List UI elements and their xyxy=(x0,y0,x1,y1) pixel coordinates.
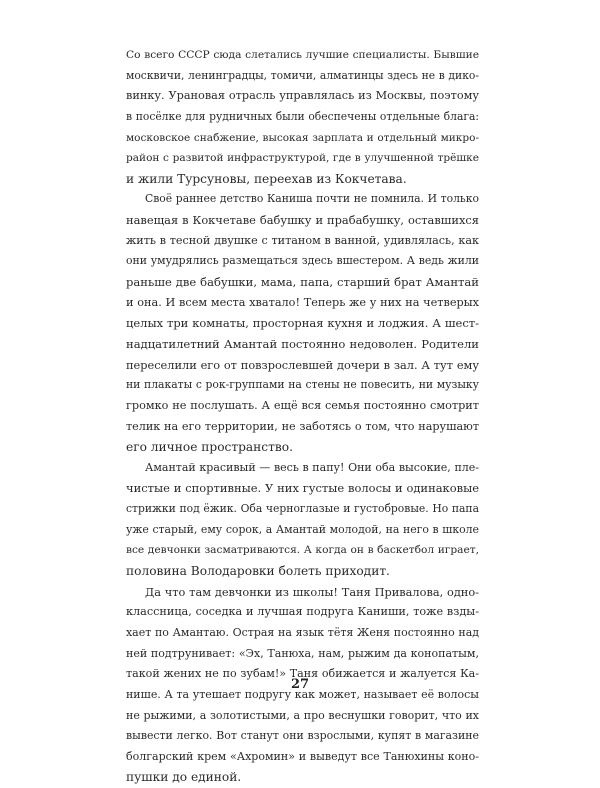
text-line: раньше две бабушки, мама, папа, старший брат Амантай xyxy=(126,275,479,290)
text-line: его личное пространство. xyxy=(126,440,293,455)
text-line: такой жених не по зубам!» Таня обижается и жалуется Ка- xyxy=(126,667,479,681)
text-line: винку. Урановая отрасль управлялась из Москвы, поэтому xyxy=(126,89,479,103)
text-line: классница, соседка и лучшая подруга Каниши, тоже взды- xyxy=(126,605,479,619)
text-line: громко не послушать. А ещё вся семья постоянно смотрит xyxy=(126,398,479,412)
text-line: Своё раннее детство Каниша почти не помнила. И только xyxy=(145,192,479,206)
text-line: Да что там девчонки из школы! Таня Привалова, одно- xyxy=(145,584,479,599)
text-line: москвичи, ленинградцы, томичи, алматинцы здесь не в дико- xyxy=(126,68,479,82)
text-line: переселили его от повзрослевшей дочери в зал. А тут ему xyxy=(126,357,479,372)
text-line: и жили Турсуновы, переехав из Кокчетава. xyxy=(126,171,407,186)
text-line: и она. И всем места хватало! Теперь же у них на четверых xyxy=(126,295,479,309)
page-number: 27 xyxy=(290,677,310,692)
text-line: Амантай красивый — весь в папу! Они оба высокие, пле- xyxy=(145,460,479,474)
text-line: навещая в Кокчетаве бабушку и прабабушку, оставшихся xyxy=(126,213,479,228)
text-line: уже старый, ему сорок, а Амантай молодой, на него в школе xyxy=(126,522,479,536)
text-line: нише. А та утешает подругу как может, называет её волосы xyxy=(126,687,479,701)
text-line: надцатилетний Амантай постоянно недоволен. Родители xyxy=(126,336,479,351)
text-line: чистые и спортивные. У них густые волосы и одинаковые xyxy=(126,481,479,496)
text-line: район с развитой инфраструктурой, где в улучшенной трёшке xyxy=(126,152,479,165)
text-line: жить в тесной двушке с титаном в ванной, удивлялась, как xyxy=(126,233,479,247)
text-line: телик на его территории, не заботясь о том, что нарушают xyxy=(126,419,479,433)
text-line: хает по Амантаю. Острая на язык тётя Женя постоянно над xyxy=(126,625,479,639)
text-line: пушки до единой. xyxy=(126,770,242,785)
text-line: ней подтрунивает: «Эх, Танюха, нам, рыжим да конопатым, xyxy=(126,646,479,660)
text-line: целых три комнаты, просторная кухня и лоджия. А шест- xyxy=(126,316,479,331)
text-line: Со всего СССР сюда слетались лучшие специалисты. Бывшие xyxy=(126,48,479,61)
text-line: московское снабжение, высокая зарплата и отдельный микро- xyxy=(126,131,479,144)
text-line: в посёлке для рудничных были обеспечены отдельные блага: xyxy=(126,109,479,123)
text-line: стрижки под ёжик. Оба черноглазые и густобровые. Но папа xyxy=(126,502,479,516)
text-line: ни плакаты с рок-группами на стены не повесить, ни музыку xyxy=(126,378,479,392)
text-line: половина Володаровки болеть приходит. xyxy=(126,564,390,579)
text-line: не рыжими, а золотистыми, а про веснушки говорит, что их xyxy=(126,708,479,722)
text-line: болгарский крем «Ахромин» и выведут все Танюхины коно- xyxy=(126,749,479,763)
text-line: они умудрялись размещаться здесь вшестером. А ведь жили xyxy=(126,254,479,268)
text-line: вывести легко. Вот станут они взрослыми, купят в магазине xyxy=(126,729,479,743)
text-line: все девчонки засматриваются. А когда он в баскетбол играет, xyxy=(126,543,479,557)
